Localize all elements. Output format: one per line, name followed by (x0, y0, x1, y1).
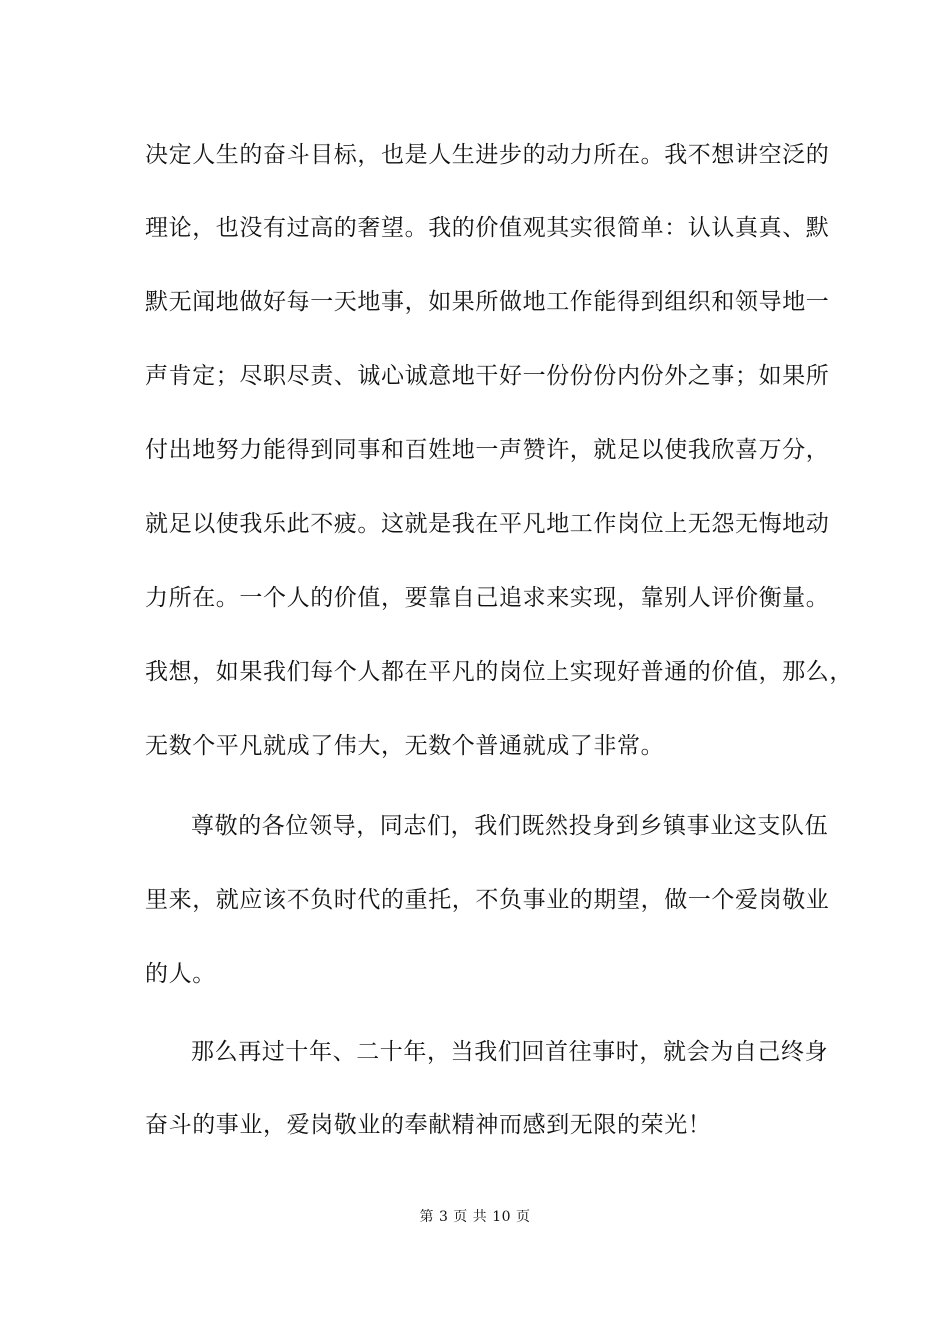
page-footer (0, 1207, 950, 1227)
body-text-line: 力所在。一个人的价值，要靠自己追求来实现，靠别人评价衡量。 (145, 585, 830, 611)
body-text-line: 我想，如果我们每个人都在平凡的岗位上实现好普通的价值，那么， (145, 659, 853, 685)
body-text-line: 默无闻地做好每一天地事，如果所做地工作能得到组织和领导地一 (145, 289, 830, 315)
body-text-line: 决定人生的奋斗目标，也是人生进步的动力所在。我不想讲空泛的 (145, 142, 830, 168)
paragraph-first-line: 那么再过十年、二十年，当我们回首往事时，就会为自己终身 (191, 1039, 829, 1065)
paragraph-first-line: 尊敬的各位领导，同志们，我们既然投身到乡镇事业这支队伍 (191, 813, 829, 839)
body-text-line: 奋斗的事业，爱岗敬业的奉献精神而感到无限的荣光！ (145, 1112, 712, 1138)
body-text-line: 就足以使我乐此不疲。这就是我在平凡地工作岗位上无怨无悔地动 (145, 511, 830, 537)
body-text-line: 付出地努力能得到同事和百姓地一声赞许，就足以使我欣喜万分， (145, 437, 830, 463)
body-text-line: 声肯定；尽职尽责、诚心诚意地干好一份份份内份外之事；如果所 (145, 363, 830, 389)
body-text-line: 理论，也没有过高的奢望。我的价值观其实很简单：认认真真、默 (145, 215, 830, 241)
body-text-line: 里来，就应该不负时代的重托，不负事业的期望，做一个爱岗敬业 (145, 887, 830, 913)
body-text-line: 的人。 (145, 961, 216, 987)
body-text-line: 无数个平凡就成了伟大，无数个普通就成了非常。 (145, 733, 665, 759)
page-number: 第 3 页 共 10 页 (419, 1209, 531, 1225)
